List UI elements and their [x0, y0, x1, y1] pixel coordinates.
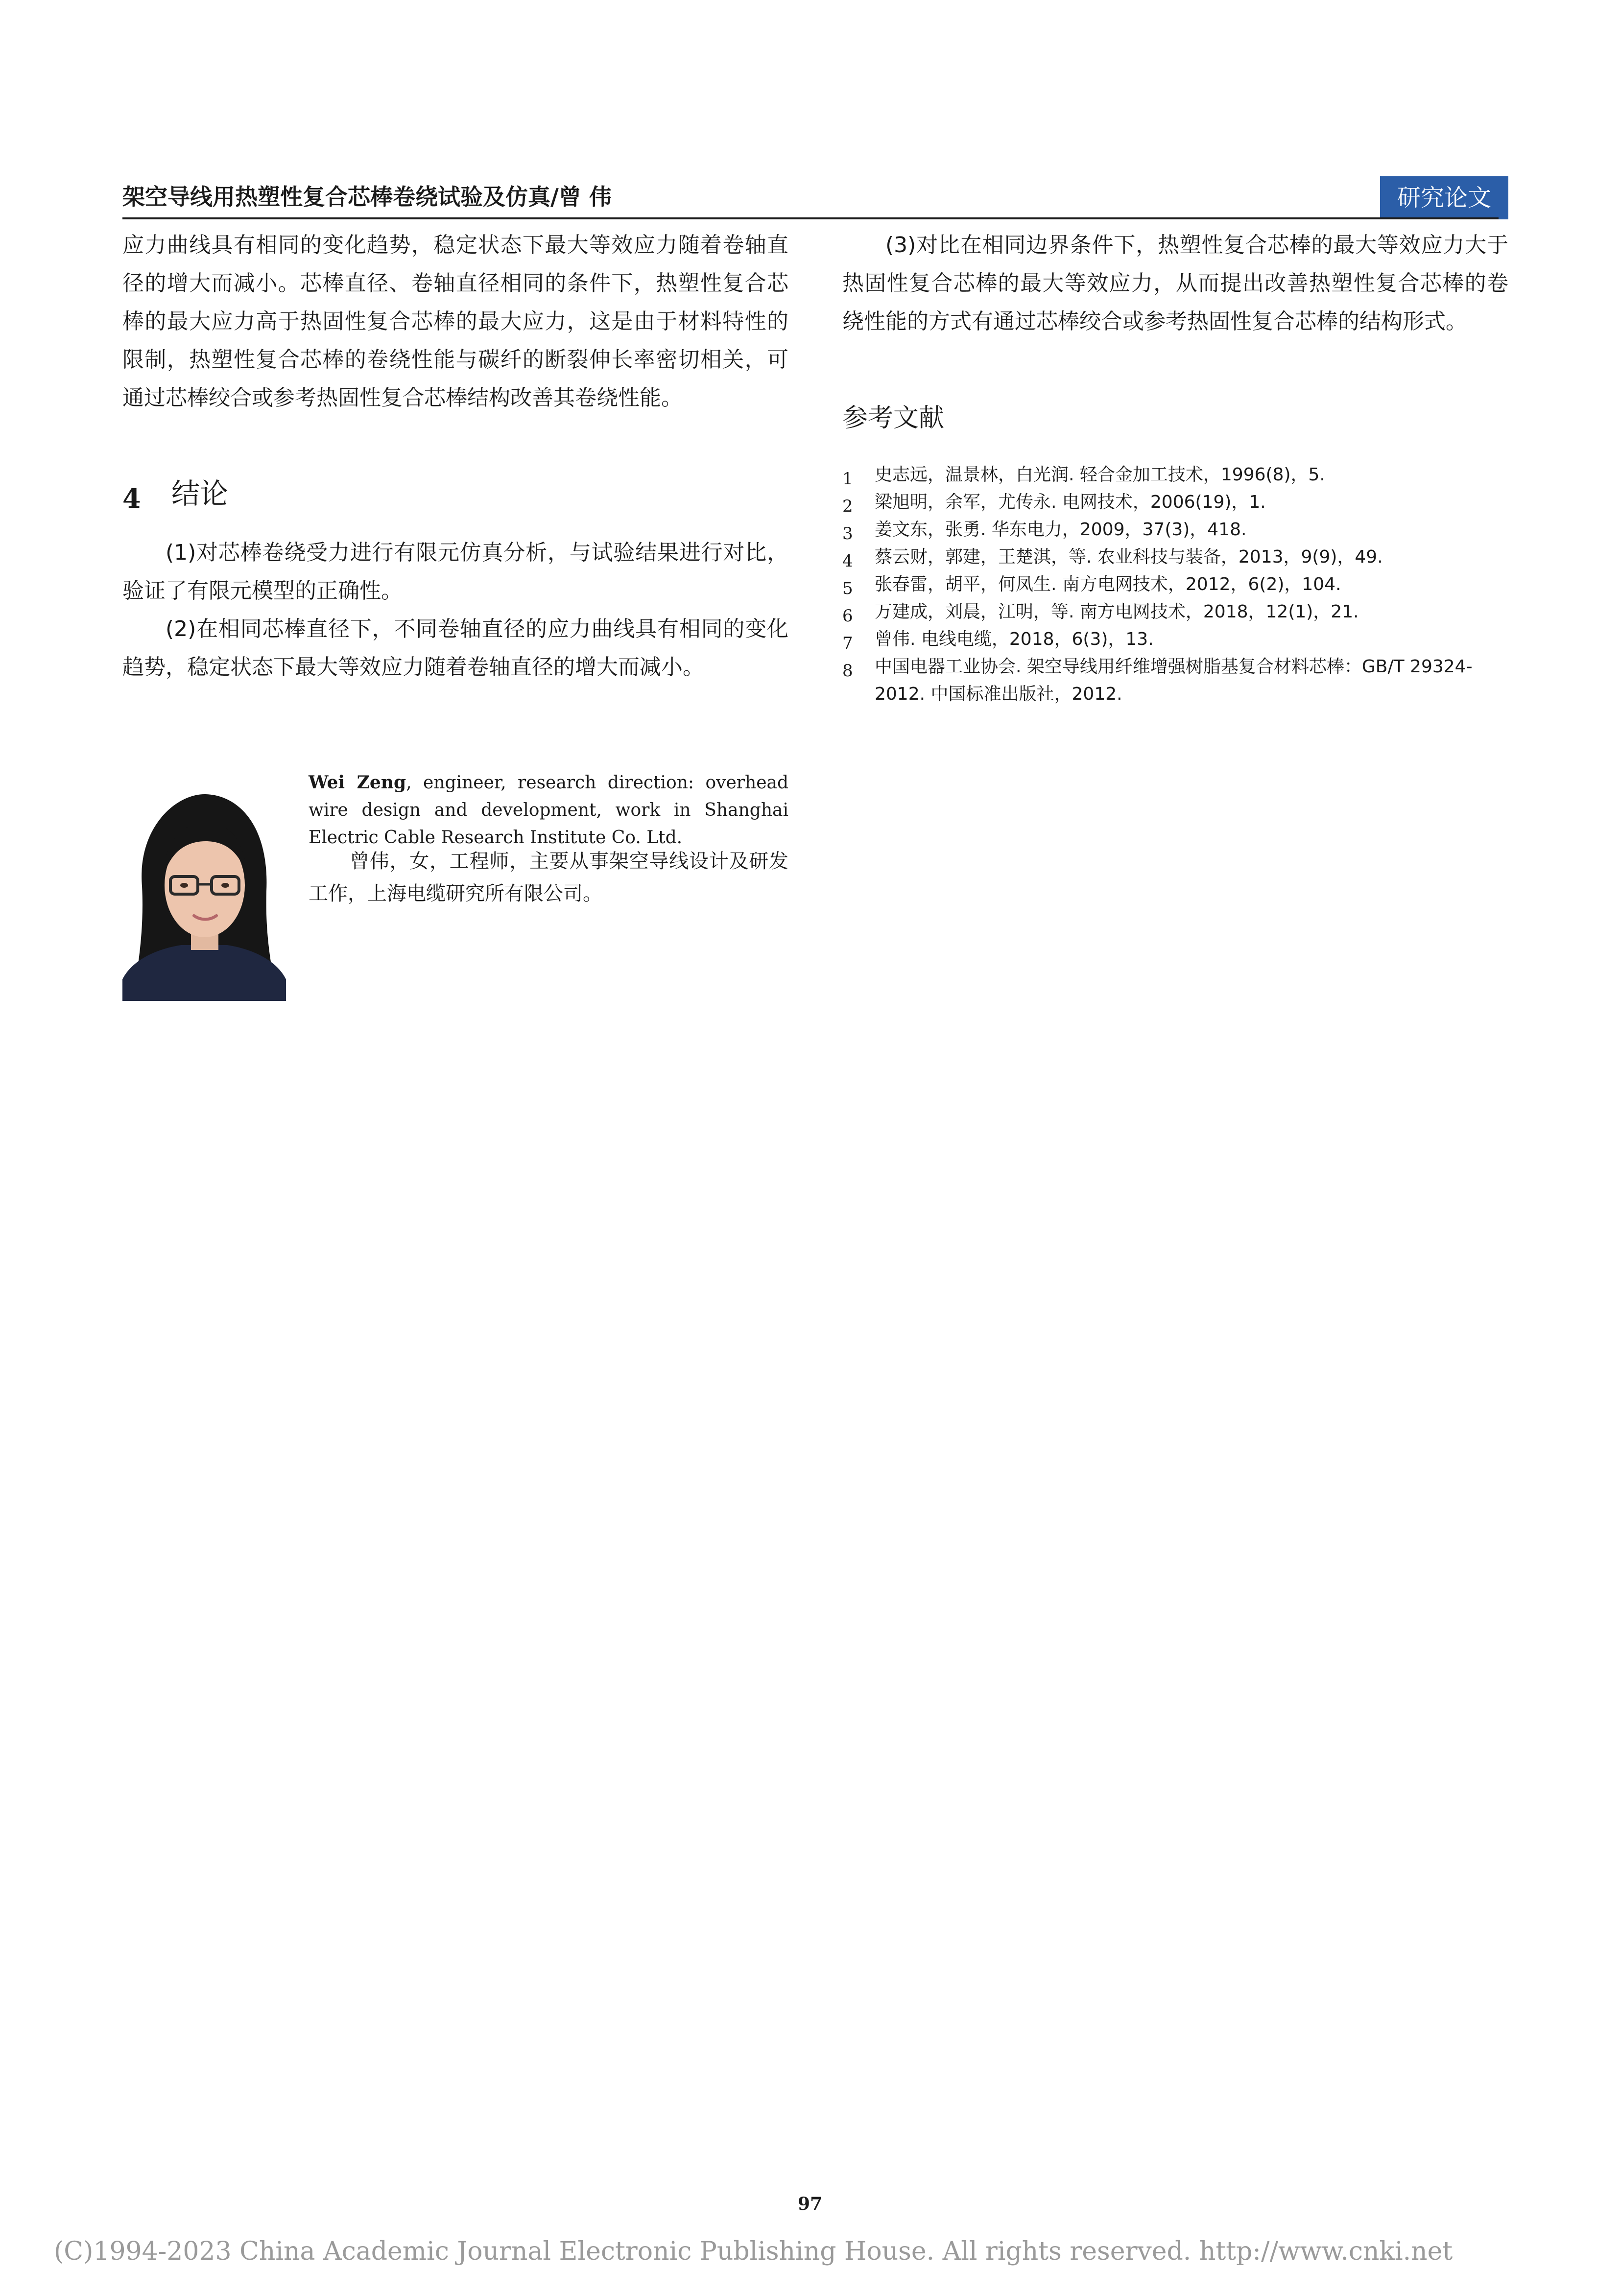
author-photo — [122, 783, 286, 1001]
conclusions — [122, 534, 788, 686]
conclusion-item: (2)在相同芯棒直径下，不同卷轴直径的应力曲线具有相同的变化趋势，稳定状态下最大等效应力随着卷轴直径的增大而减小。 — [122, 616, 788, 680]
reference-number: 5 — [842, 579, 853, 598]
reference-text: 蔡云财，郭建，王楚淇，等. 农业科技与装备，2013，9(9)，49. — [875, 547, 1383, 567]
header-rule — [122, 217, 1499, 219]
conclusion-item: (3)对比在相同边界条件下，热塑性复合芯棒的最大等效应力大于热固性复合芯棒的最大等效应力，从而提出改善热塑性复合芯棒的卷绕性能的方式有通过芯棒绞合或参考热固性复合芯棒的结构形式。 — [842, 233, 1508, 334]
reference-item — [842, 544, 1508, 571]
reference-text: 梁旭明，余军，尤传永. 电网技术，2006(19)，1. — [875, 492, 1266, 512]
reference-text: 姜文东，张勇. 华东电力，2009，37(3)，418. — [875, 520, 1247, 540]
page-number: 97 — [797, 2194, 823, 2214]
author-bio-en — [309, 769, 788, 852]
section-title: 结论 — [171, 477, 229, 510]
section-heading — [122, 474, 788, 518]
author-name-en: Wei Zeng — [309, 772, 406, 793]
section-number: 4 — [122, 483, 141, 514]
reference-item — [842, 598, 1508, 626]
right-column — [842, 226, 1508, 341]
references-list — [842, 461, 1508, 708]
reference-text: 张春雷，胡平，何凤生. 南方电网技术，2012，6(2)，104. — [875, 574, 1341, 594]
reference-number: 2 — [842, 497, 853, 516]
reference-number: 3 — [842, 524, 853, 544]
reference-number: 4 — [842, 551, 853, 571]
reference-number: 7 — [842, 634, 853, 653]
reference-text: 万建成，刘晨，江明，等. 南方电网技术，2018，12(1)，21. — [875, 602, 1359, 622]
author-bio-en-text: , engineer, research direction: overhead wire design and development, work in Shanghai Electric Cable Research Institute Co. Ltd. — [309, 773, 789, 848]
reference-text: 史志远，温景林，白光润. 轻合金加工技术，1996(8)，5. — [875, 465, 1325, 485]
running-title: 架空导线用热塑性复合芯棒卷绕试验及仿真/曾 伟 — [122, 184, 612, 210]
reference-item — [842, 461, 1508, 489]
reference-item — [842, 653, 1508, 708]
conclusion-item: (1)对芯棒卷绕受力进行有限元仿真分析，与试验结果进行对比，验证了有限元模型的正确性。 — [122, 540, 788, 603]
reference-number: 8 — [842, 661, 853, 681]
reference-text: 曾伟. 电线电缆，2018，6(3)，13. — [875, 629, 1154, 649]
left-column — [122, 226, 788, 417]
footer-copyright: (C)1994-2023 China Academic Journal Electronic Publishing House. All rights reserved. http://www.cnki.net — [54, 2237, 1453, 2266]
continuation-paragraph: 应力曲线具有相同的变化趋势，稳定状态下最大等效应力随着卷轴直径的增大而减小。芯棒直径、卷轴直径相同的条件下，热塑性复合芯棒的最大应力高于热固性复合芯棒的最大应力，这是由于材料特性的限制，热塑性复合芯棒的卷绕性能与碳纤的断裂伸长率密切相关，可通过芯棒绞合或参考热固性复合芯棒结构改善其卷绕性能。 — [122, 233, 788, 410]
author-portrait-image — [122, 783, 286, 1001]
reference-item — [842, 489, 1508, 516]
section-badge: 研究论文 — [1380, 176, 1508, 219]
reference-number: 6 — [842, 606, 853, 626]
author-bio-zh: 曾伟，女，工程师，主要从事架空导线设计及研发工作，上海电缆研究所有限公司。 — [309, 850, 788, 905]
reference-number: 1 — [842, 469, 853, 489]
reference-item — [842, 516, 1508, 544]
references-heading: 参考文献 — [842, 403, 945, 433]
reference-item — [842, 571, 1508, 598]
reference-item — [842, 626, 1508, 653]
reference-text: 中国电器工业协会. 架空导线用纤维增强树脂基复合材料芯棒：GB/T 29324-2012. 中国标准出版社，2012. — [875, 657, 1473, 704]
